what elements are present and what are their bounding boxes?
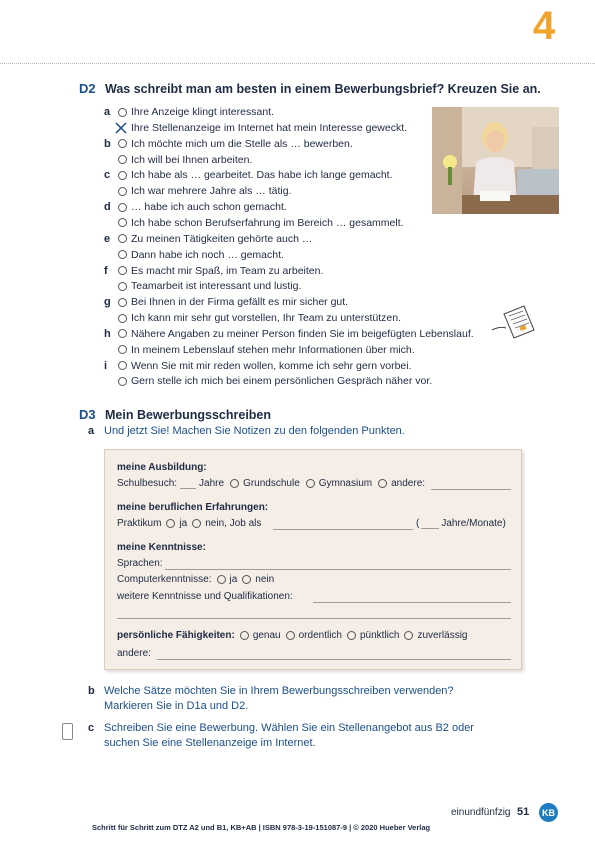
puenktlich-radio[interactable] [347,631,356,640]
option-radio[interactable] [118,234,127,243]
option-radio[interactable] [118,203,127,212]
option-g-1[interactable] [118,296,348,308]
paren-open: ( [416,518,420,529]
option-text: Nähere Angaben zu meiner Person finden Sie im beigefügten Lebenslauf. [131,327,474,340]
option-text: Dann habe ich noch … gemacht. [131,248,284,261]
praktikum-nein-label: nein, Job als [205,518,262,529]
weitere-label: weitere Kenntnisse und Qualifikationen: [117,591,293,602]
andere-blank[interactable] [431,489,511,490]
weitere-blank-2[interactable] [117,618,511,619]
top-divider [0,63,595,64]
option-text: Ich war mehrere Jahre als … tätig. [131,185,292,198]
section-label-d2: D2 [79,81,96,96]
option-radio[interactable] [118,377,127,386]
option-e-2[interactable] [118,249,284,261]
computer-nein-label: nein [255,574,275,585]
option-radio[interactable] [118,155,127,164]
job-als-blank[interactable] [273,529,413,530]
item-letter-e: e [104,232,111,245]
option-radio[interactable] [118,345,127,354]
andere-radio[interactable] [378,479,387,488]
option-text: Ich kann mir sehr gut vorstellen, Ihr Team zu unterstützen. [131,312,402,324]
jahre-blank[interactable] [180,479,196,489]
option-a-1[interactable] [118,106,274,118]
d3-letter-b: b [88,685,95,697]
faehigkeiten-row [117,630,467,641]
option-i-1[interactable] [118,360,412,372]
option-radio[interactable] [118,266,127,275]
andere2-label: andere: [117,648,151,659]
d3-c-line2: suchen Sie eine Stellenanzeige im Internet. [104,737,316,749]
option-text: Es macht mir Spaß, im Team zu arbeiten. [131,264,324,277]
zuverlaessig-radio[interactable] [404,631,413,640]
praktikum-nein-radio[interactable] [192,519,201,528]
d3-c-line1: Schreiben Sie eine Bewerbung. Wählen Sie ein Stellenangebot aus B2 oder [104,722,474,734]
option-b-1[interactable] [118,138,353,150]
cross-mark-icon [114,121,128,135]
kb-badge: KB [539,803,558,822]
option-a-2[interactable] [118,122,407,134]
option-c-1[interactable] [118,169,393,181]
tablet-icon [62,723,73,740]
item-letter-f: f [104,264,108,277]
item-letter-g: g [104,296,111,309]
option-f-2[interactable] [118,280,301,292]
option-c-2[interactable] [118,185,291,197]
option-text: … habe ich auch schon gemacht. [131,201,287,214]
item-letter-a: a [104,106,111,118]
item-letter-b: b [104,137,111,150]
option-h-1[interactable] [118,328,474,340]
option-radio[interactable] [118,298,127,307]
option-text: Bei Ihnen in der Firma gefällt es mir sicher gut. [131,296,349,309]
computer-ja-label: ja [229,574,238,585]
jahre-label: Jahre [199,478,225,489]
option-radio[interactable] [118,139,127,148]
sprachen-label: Sprachen: [117,558,163,569]
option-text: In meinem Lebenslauf stehen mehr Informationen über mich. [131,343,415,356]
option-radio[interactable] [118,314,127,323]
computer-nein-radio[interactable] [242,575,251,584]
option-text: Ihre Stellenanzeige im Internet hat mein Interesse geweckt. [131,121,408,134]
gymnasium-label: Gymnasium [318,478,373,489]
praktikum-label: Praktikum [117,518,162,529]
option-radio[interactable] [118,282,127,291]
page-number-word: einundfünfzig [451,807,511,818]
andere2-blank[interactable] [157,659,511,660]
computer-label: Computerkenntnisse: [117,574,212,585]
option-h-2[interactable] [118,344,415,356]
option-radio[interactable] [118,171,127,180]
jahre-monate-group [416,518,506,529]
d3-b-line1: Welche Sätze möchten Sie in Ihrem Bewerbungsschreiben verwenden? [104,685,454,697]
chapter-number: 4 [533,4,556,48]
option-radio[interactable] [118,108,127,117]
schulbesuch-label: Schulbesuch: [117,478,178,489]
option-text: Ihre Anzeige klingt interessant. [131,106,275,118]
kenntnisse-heading: meine Kenntnisse: [117,542,206,553]
document-sketch-icon [490,300,536,342]
option-text: Gern stelle ich mich bei einem persönlichen Gespräch näher vor. [131,375,433,388]
section-label-d3: D3 [79,407,96,422]
item-letter-d: d [104,201,111,214]
computer-ja-radio[interactable] [217,575,226,584]
option-text: Ich habe als … gearbeitet. Das habe ich lange gemacht. [131,169,393,182]
genau-radio[interactable] [240,631,249,640]
weitere-blank-1[interactable] [313,602,511,603]
woman-writing-photo [432,107,559,214]
option-text: Wenn Sie mit mir reden wollen, komme ich sehr gern vorbei. [131,359,412,372]
d3-letter-c: c [88,722,95,734]
option-text: Ich möchte mich um die Stelle als … bewerben. [131,137,353,150]
ordentlich-radio[interactable] [286,631,295,640]
ordentlich-label: ordentlich [298,630,342,641]
zuverlaessig-label: zuverlässig [417,630,468,641]
praktikum-row [117,518,261,529]
puenktlich-label: pünktlich [359,630,400,641]
option-text: Ich will bei Ihnen arbeiten. [131,153,253,166]
praktikum-ja-label: ja [179,518,188,529]
item-letter-i: i [104,359,108,372]
option-radio[interactable] [118,329,127,338]
option-e-1[interactable] [118,233,312,245]
jahre-monate-label: Jahre/Monate) [441,518,506,529]
ausbildung-heading: meine Ausbildung: [117,462,207,473]
option-d-1[interactable] [118,201,287,213]
praktikum-ja-radio[interactable] [166,519,175,528]
option-text: Zu meinen Tätigkeiten gehörte auch … [131,232,313,245]
option-radio[interactable] [118,187,127,196]
page-number: 51 [517,806,530,818]
jahre-monate-blank[interactable] [421,519,439,529]
gymnasium-radio[interactable] [306,479,315,488]
notes-form [104,449,522,670]
d3-letter-a: a [88,425,95,437]
option-radio[interactable] [118,218,127,227]
sprachen-blank[interactable] [165,569,511,570]
section-title-d2: Was schreibt man am besten in einem Bewerbungsbrief? Kreuzen Sie an. [105,82,541,96]
item-letter-h: h [104,327,111,340]
option-g-2[interactable] [118,312,401,324]
grundschule-label: Grundschule [243,478,300,489]
andere-label: andere: [391,478,426,489]
option-text: Teamarbeit ist interessant und lustig. [131,280,302,293]
d3-a-instruction: Und jetzt Sie! Machen Sie Notizen zu den folgenden Punkten. [104,425,405,437]
d3-b-line2: Markieren Sie in D1a und D2. [104,700,249,712]
item-letter-c: c [104,169,111,182]
option-d-2[interactable] [118,217,404,229]
faehigkeiten-label: persönliche Fähigkeiten: [117,630,235,641]
footer-credit: Schritt für Schritt zum DTZ A2 und B1, KB+AB | ISBN 978-3-19-151087-9 | © 2020 Hueber Verlag [92,823,431,832]
option-i-2[interactable] [118,375,432,387]
erfahrungen-heading: meine beruflichen Erfahrungen: [117,502,269,513]
grundschule-radio[interactable] [230,479,239,488]
option-b-2[interactable] [118,154,252,166]
schulbesuch-row [117,478,425,489]
genau-label: genau [252,630,281,641]
option-f-1[interactable] [118,265,323,277]
computer-row [117,574,274,585]
option-radio[interactable] [118,250,127,259]
option-radio[interactable] [118,361,127,370]
option-text: Ich habe schon Berufserfahrung im Bereich … gesammelt. [131,216,404,229]
section-title-d3: Mein Bewerbungsschreiben [105,408,272,422]
